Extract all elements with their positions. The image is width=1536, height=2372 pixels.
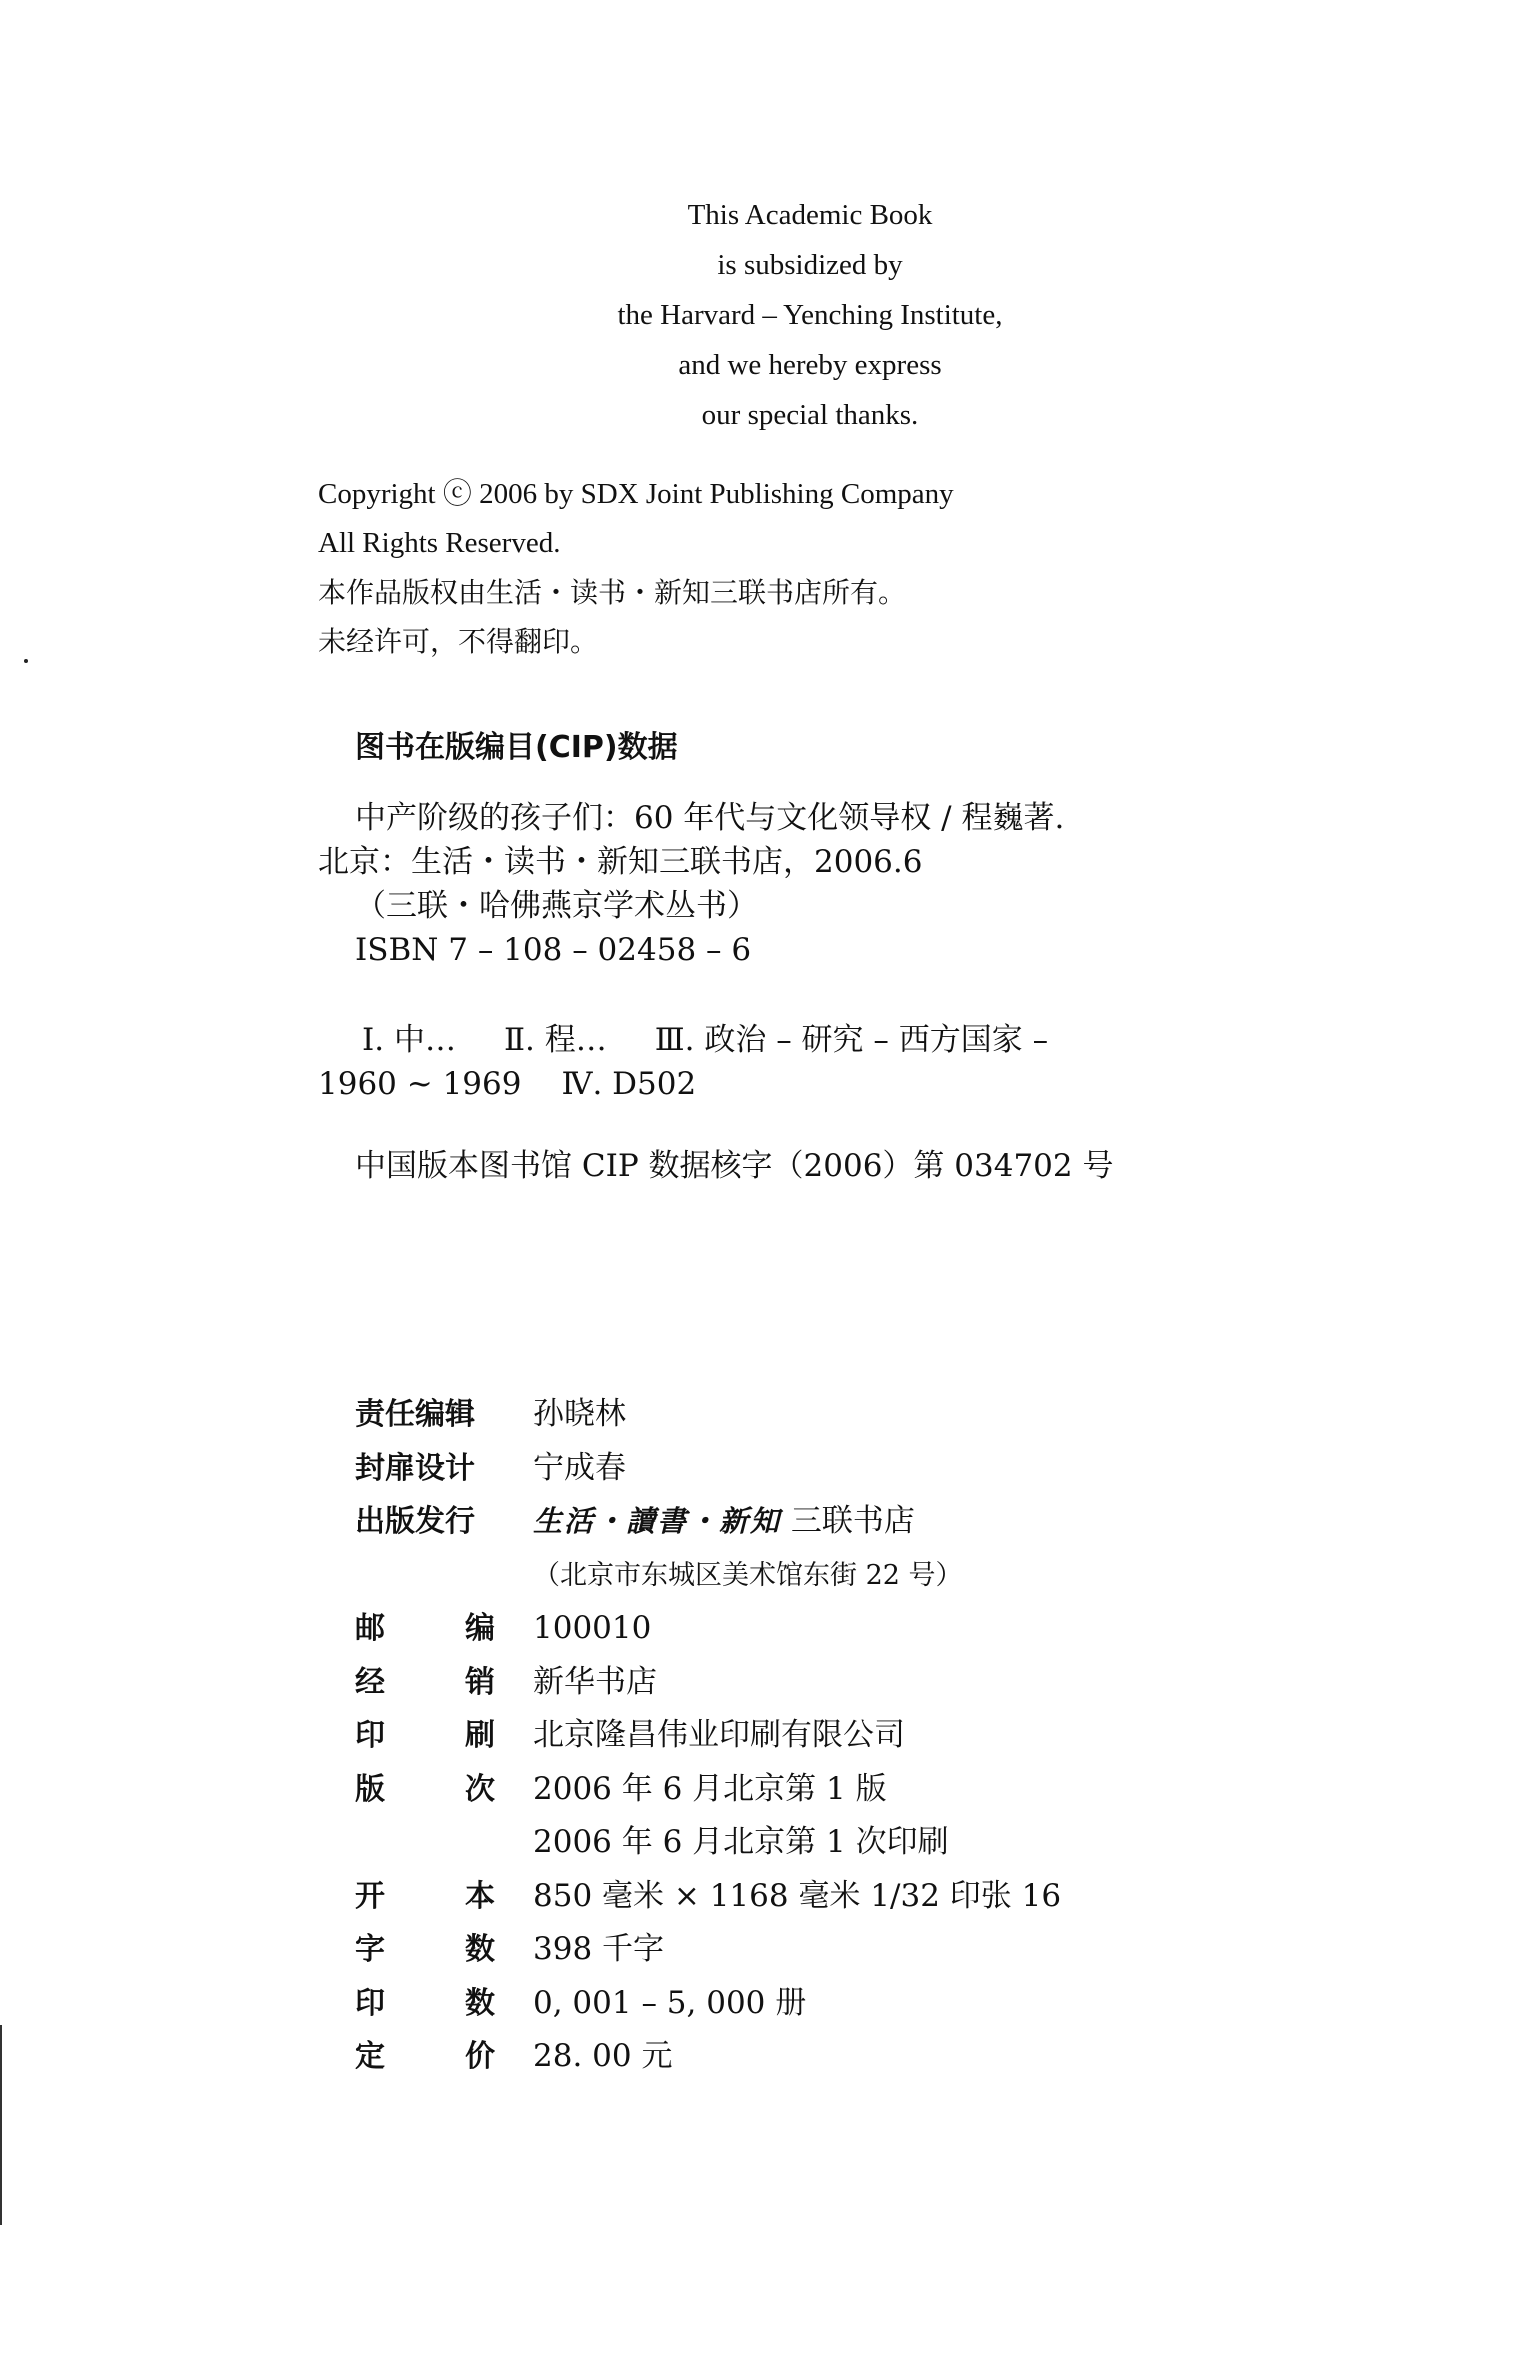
classification-1: Ⅰ. 中…: [362, 1022, 456, 1058]
words-label: 字 数: [355, 1932, 495, 1967]
copyright-line: Copyright ⓒ 2006 by SDX Joint Publishing Company: [318, 478, 954, 510]
cip-isbn: ISBN 7 – 108 – 02458 – 6: [355, 932, 752, 968]
classification-3: Ⅲ. 政治 – 研究 – 西方国家 –: [654, 1022, 1049, 1058]
format-label: 开 本: [355, 1878, 495, 1914]
classification-line-1: [318, 1018, 1048, 1062]
acknowledgement-line: and we hereby express: [678, 349, 942, 381]
cip-title-line: 中产阶级的孩子们：60 年代与文化领导权 / 程巍著.: [355, 800, 1065, 836]
copyright-notice: [318, 470, 954, 666]
distributor-label: 经 销: [355, 1664, 495, 1700]
no-reprint-line: 未经许可，不得翻印。: [318, 625, 599, 658]
acknowledgement-line: our special thanks.: [701, 399, 919, 431]
price-label: 定 价: [355, 2039, 495, 2074]
postcode-value: 100010: [533, 1610, 652, 1646]
classification-line-2: [318, 1062, 1048, 1106]
rights-reserved-line: All Rights Reserved.: [318, 527, 561, 559]
cip-record: [318, 796, 1064, 972]
copyright-owner-line: 本作品版权由生活・读书・新知三联书店所有。: [318, 576, 907, 609]
scan-speck: [24, 659, 28, 663]
editor-label: 责任编辑: [355, 1397, 475, 1432]
publisher-value: [533, 1495, 915, 1549]
edition-value: 2006 年 6 月北京第 1 版: [533, 1770, 887, 1807]
printer-label: 印 刷: [355, 1718, 495, 1753]
printer-value: 北京隆昌伟业印刷有限公司: [533, 1717, 905, 1753]
acknowledgement-line: the Harvard – Yenching Institute,: [617, 299, 1003, 331]
cip-classification: [318, 1018, 1048, 1106]
format-value: 850 毫米 × 1168 毫米 1/32 印张 16: [533, 1877, 1062, 1914]
edition-label: 版 次: [355, 1771, 495, 1807]
acknowledgement-line: This Academic Book: [687, 199, 933, 231]
classification-4: 1960 ~ 1969: [318, 1066, 522, 1102]
cip-heading: 图书在版编目(CIP)数据: [355, 730, 678, 765]
print-run-label: 印 数: [355, 1985, 495, 2021]
cip-publisher-line: 北京：生活・读书・新知三联书店，2006.6: [318, 844, 923, 880]
acknowledgement-line: is subsidized by: [717, 249, 903, 281]
acknowledgement-block: [0, 190, 1536, 440]
cover-label: 封扉设计: [355, 1450, 475, 1486]
classification-5: Ⅳ. D502: [561, 1066, 697, 1102]
publisher-label: 出版发行: [355, 1504, 475, 1539]
cip-verification: 中国版本图书馆 CIP 数据核字（2006）第 034702 号: [355, 1148, 1114, 1184]
postcode-label: 邮 编: [355, 1611, 495, 1646]
cip-series-line: （三联・哈佛燕京学术丛书）: [355, 888, 758, 924]
words-value: 398 千字: [533, 1931, 665, 1967]
distributor-value: 新华书店: [533, 1663, 657, 1700]
printing-value: 2006 年 6 月北京第 1 次印刷: [533, 1824, 949, 1860]
publisher-address: （北京市东城区美术馆东街 22 号）: [533, 1559, 963, 1591]
print-run-value: 0, 001 – 5, 000 册: [533, 1984, 807, 2021]
publisher-name: 三联书店: [790, 1503, 915, 1539]
publisher-logo-text: 生活・讀書・新知: [533, 1504, 782, 1538]
scan-edge-line: [0, 2025, 2, 2225]
editor-value: 孙晓林: [533, 1396, 626, 1432]
cover-value: 宁成春: [533, 1449, 626, 1486]
price-value: 28. 00 元: [533, 2038, 673, 2074]
classification-2: Ⅱ. 程…: [503, 1022, 607, 1058]
